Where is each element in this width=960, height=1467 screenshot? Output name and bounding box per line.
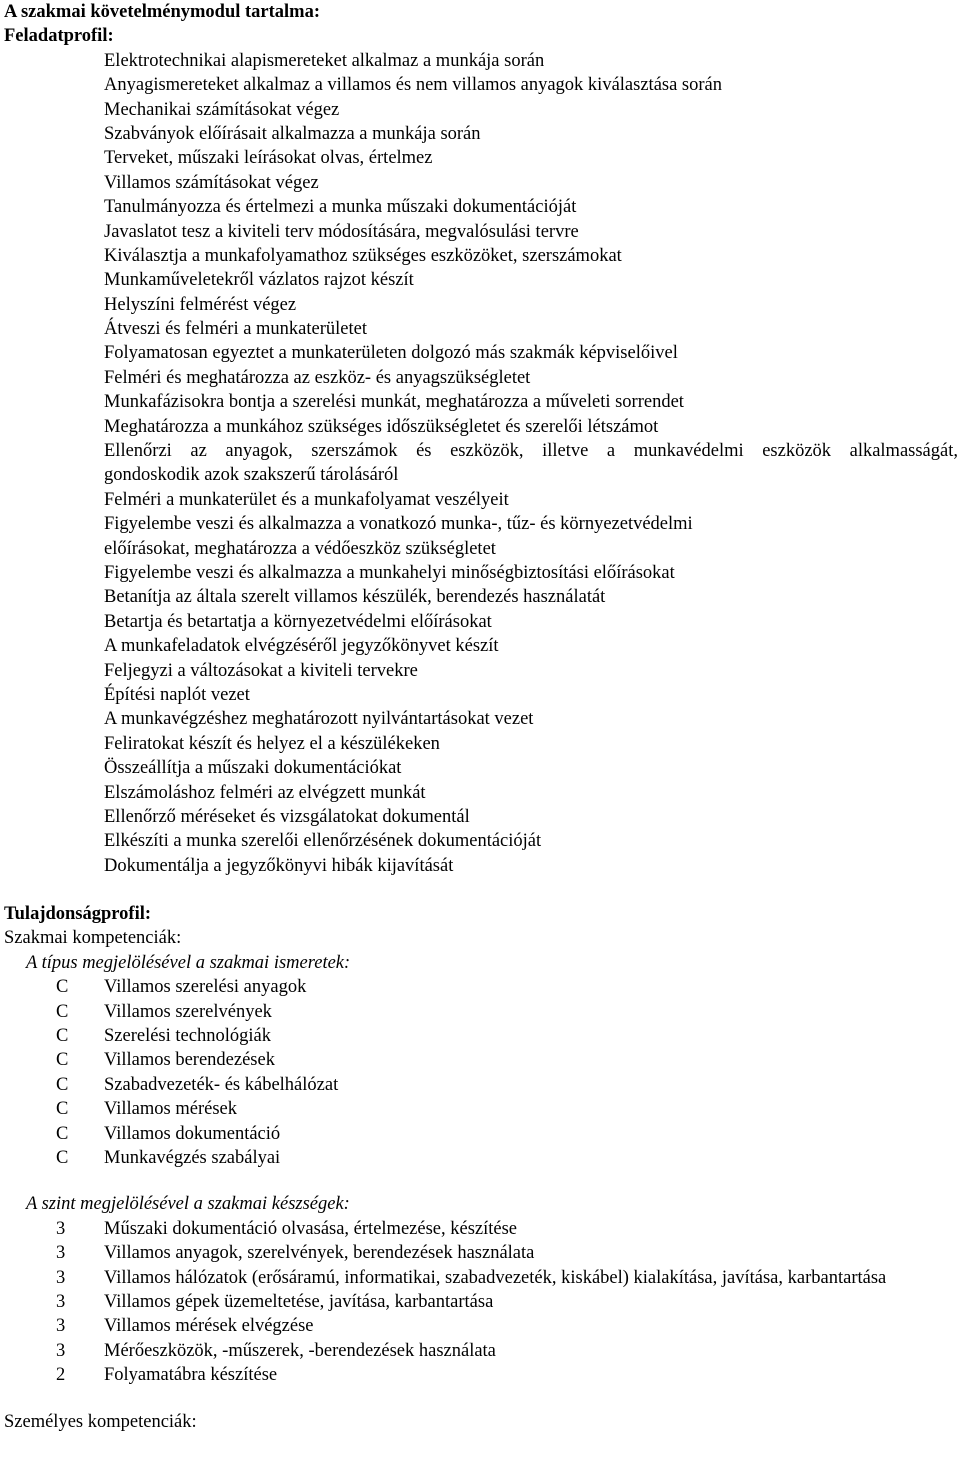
list-item: Javaslatot tesz a kiviteli terv módosítására, megvalósulási tervre	[104, 221, 579, 242]
list-item: Elszámoláshoz felméri az elvégzett munkát	[104, 782, 426, 803]
list-item: Dokumentálja a jegyzőkönyvi hibák kijavítását	[104, 855, 454, 876]
list-item: Terveket, műszaki leírásokat olvas, értelmez	[104, 148, 433, 169]
type-code: C	[56, 977, 69, 998]
list-item: Tanulmányozza és értelmezi a munka műszaki dokumentációját	[104, 197, 577, 218]
list-item: Ellenőrző méréseket és vizsgálatokat dokumentál	[104, 806, 470, 827]
szakmai-kompetenciak-label: Szakmai kompetenciák:	[4, 928, 182, 949]
item-text: Villamos dokumentáció	[104, 1123, 281, 1144]
list-item	[4, 1073, 958, 1097]
list-item	[4, 1146, 958, 1170]
list-item: Kiválasztja a munkafolyamathoz szükséges eszközöket, szerszámokat	[104, 245, 622, 266]
keszsegek-title: A szint megjelölésével a szakmai készségek:	[26, 1194, 350, 1215]
list-item: Villamos számításokat végez	[104, 172, 319, 193]
ismeretek-title: A típus megjelölésével a szakmai ismeretek:	[26, 952, 351, 973]
list-item	[4, 1290, 958, 1314]
item-text: Villamos mérések	[104, 1099, 237, 1120]
item-text: Villamos gépek üzemeltetése, javítása, karbantartása	[104, 1291, 494, 1312]
list-item: Felméri a munkaterület és a munkafolyamat veszélyeit	[104, 489, 509, 510]
level-code: 3	[56, 1316, 66, 1337]
list-item: Szabványok előírásait alkalmazza a munkája során	[104, 123, 481, 144]
list-item	[4, 975, 958, 999]
list-item: Munkaműveletekről vázlatos rajzot készít	[104, 270, 414, 291]
list-item	[4, 1000, 958, 1024]
item-text: Villamos szerelési anyagok	[104, 977, 307, 998]
list-item: Anyagismereteket alkalmaz a villamos és nem villamos anyagok kiválasztása során	[104, 75, 723, 96]
list-item: Helyszíni felmérést végez	[104, 294, 297, 315]
list-item-wrapped-line: Figyelembe veszi és alkalmazza a vonatkozó munka-, tűz- és környezetvédelmi	[104, 514, 693, 535]
item-text: Villamos hálózatok (erősáramú, informatikai, szabadvezeték, kiskábel) kialakítása, javítása, karbantartása	[104, 1267, 887, 1288]
item-text: Villamos berendezések	[104, 1050, 275, 1071]
list-item: Betanítja az általa szerelt villamos készülék, berendezés használatát	[104, 587, 606, 608]
list-item: Meghatározza a munkához szükséges időszükségletet és szerelői létszámot	[104, 416, 659, 437]
list-item	[4, 1314, 958, 1338]
list-item: Mechanikai számításokat végez	[104, 99, 340, 120]
feladatprofil-list	[4, 49, 958, 878]
type-code: C	[56, 1074, 69, 1095]
list-item: Átveszi és felméri a munkaterületet	[104, 319, 368, 340]
section-spacer	[4, 878, 958, 902]
list-item: Betartja és betartatja a környezetvédelmi előírásokat	[104, 611, 492, 632]
module-heading: A szakmai követelménymodul tartalma:	[4, 2, 321, 22]
szemelyes-kompetenciak-label: Személyes kompetenciák:	[4, 1411, 197, 1432]
document-page	[4, 0, 958, 1434]
tulajdonsagprofil-title: Tulajdonságprofil:	[4, 904, 152, 925]
list-item: Folyamatosan egyeztet a munkaterületen dolgozó más szakmák képviselőivel	[104, 343, 678, 364]
list-item: Feljegyzi a változásokat a kiviteli tervekre	[104, 660, 418, 681]
level-code: 3	[56, 1291, 66, 1312]
list-item: Felméri és meghatározza az eszköz- és anyagszükségletet	[104, 367, 531, 388]
level-code: 3	[56, 1340, 66, 1361]
list-item	[4, 1363, 958, 1387]
level-code: 3	[56, 1267, 66, 1288]
type-code: C	[56, 1099, 69, 1120]
list-item	[4, 1122, 958, 1146]
list-item	[4, 1339, 958, 1363]
list-item-continuation: előírásokat, meghatározza a védőeszköz szükségletet	[104, 538, 496, 559]
list-item: Feliratokat készít és helyez el a készülékeken	[104, 733, 440, 754]
item-text: Szerelési technológiák	[104, 1026, 271, 1047]
list-item	[4, 1048, 958, 1072]
item-text: Munkavégzés szabályai	[104, 1147, 281, 1168]
list-item: A munkavégzéshez meghatározott nyilvántartásokat vezet	[104, 709, 534, 730]
list-item	[4, 1217, 958, 1241]
list-item-wrapped-line	[4, 439, 958, 463]
list-item: Elkészíti a munka szerelői ellenőrzésének dokumentációját	[104, 831, 542, 852]
item-text: Szabadvezeték- és kábelhálózat	[104, 1074, 339, 1095]
list-item: Építési naplót vezet	[104, 684, 250, 705]
type-code: C	[56, 1123, 69, 1144]
list-item: Összeállítja a műszaki dokumentációkat	[104, 758, 402, 779]
list-item: Munkafázisokra bontja a szerelési munkát, meghatározza a műveleti sorrendet	[104, 392, 684, 413]
list-item	[4, 1024, 958, 1048]
wrapped-text: Ellenőrzi az anyagok, szerszámok és eszközök, illetve a munkavédelmi eszközök alkalmasságát,	[104, 441, 958, 462]
section-spacer	[4, 1170, 958, 1192]
ismeretek-list	[4, 975, 958, 1170]
list-item	[4, 1241, 958, 1265]
level-code: 3	[56, 1218, 66, 1239]
item-text: Mérőeszközök, -műszerek, -berendezések használata	[104, 1340, 496, 1361]
item-text: Villamos anyagok, szerelvények, berendezések használata	[104, 1243, 535, 1264]
list-item-continuation: gondoskodik azok szakszerű tárolásáról	[104, 465, 399, 486]
level-code: 3	[56, 1243, 66, 1264]
item-text: Műszaki dokumentáció olvasása, értelmezése, készítése	[104, 1218, 518, 1239]
type-code: C	[56, 1001, 69, 1022]
type-code: C	[56, 1026, 69, 1047]
list-item	[4, 1266, 958, 1290]
section-spacer	[4, 1388, 958, 1410]
item-text: Folyamatábra készítése	[104, 1365, 278, 1386]
item-text: Villamos szerelvények	[104, 1001, 272, 1022]
keszsegek-list	[4, 1217, 958, 1388]
level-code: 2	[56, 1365, 66, 1386]
feladatprofil-title: Feladatprofil:	[4, 26, 114, 47]
type-code: C	[56, 1147, 69, 1168]
list-item: A munkafeladatok elvégzéséről jegyzőkönyvet készít	[104, 636, 499, 657]
list-item: Figyelembe veszi és alkalmazza a munkahelyi minőségbiztosítási előírásokat	[104, 562, 675, 583]
type-code: C	[56, 1050, 69, 1071]
item-text: Villamos mérések elvégzése	[104, 1316, 314, 1337]
list-item	[4, 1097, 958, 1121]
list-item: Elektrotechnikai alapismereteket alkalmaz a munkája során	[104, 50, 545, 71]
